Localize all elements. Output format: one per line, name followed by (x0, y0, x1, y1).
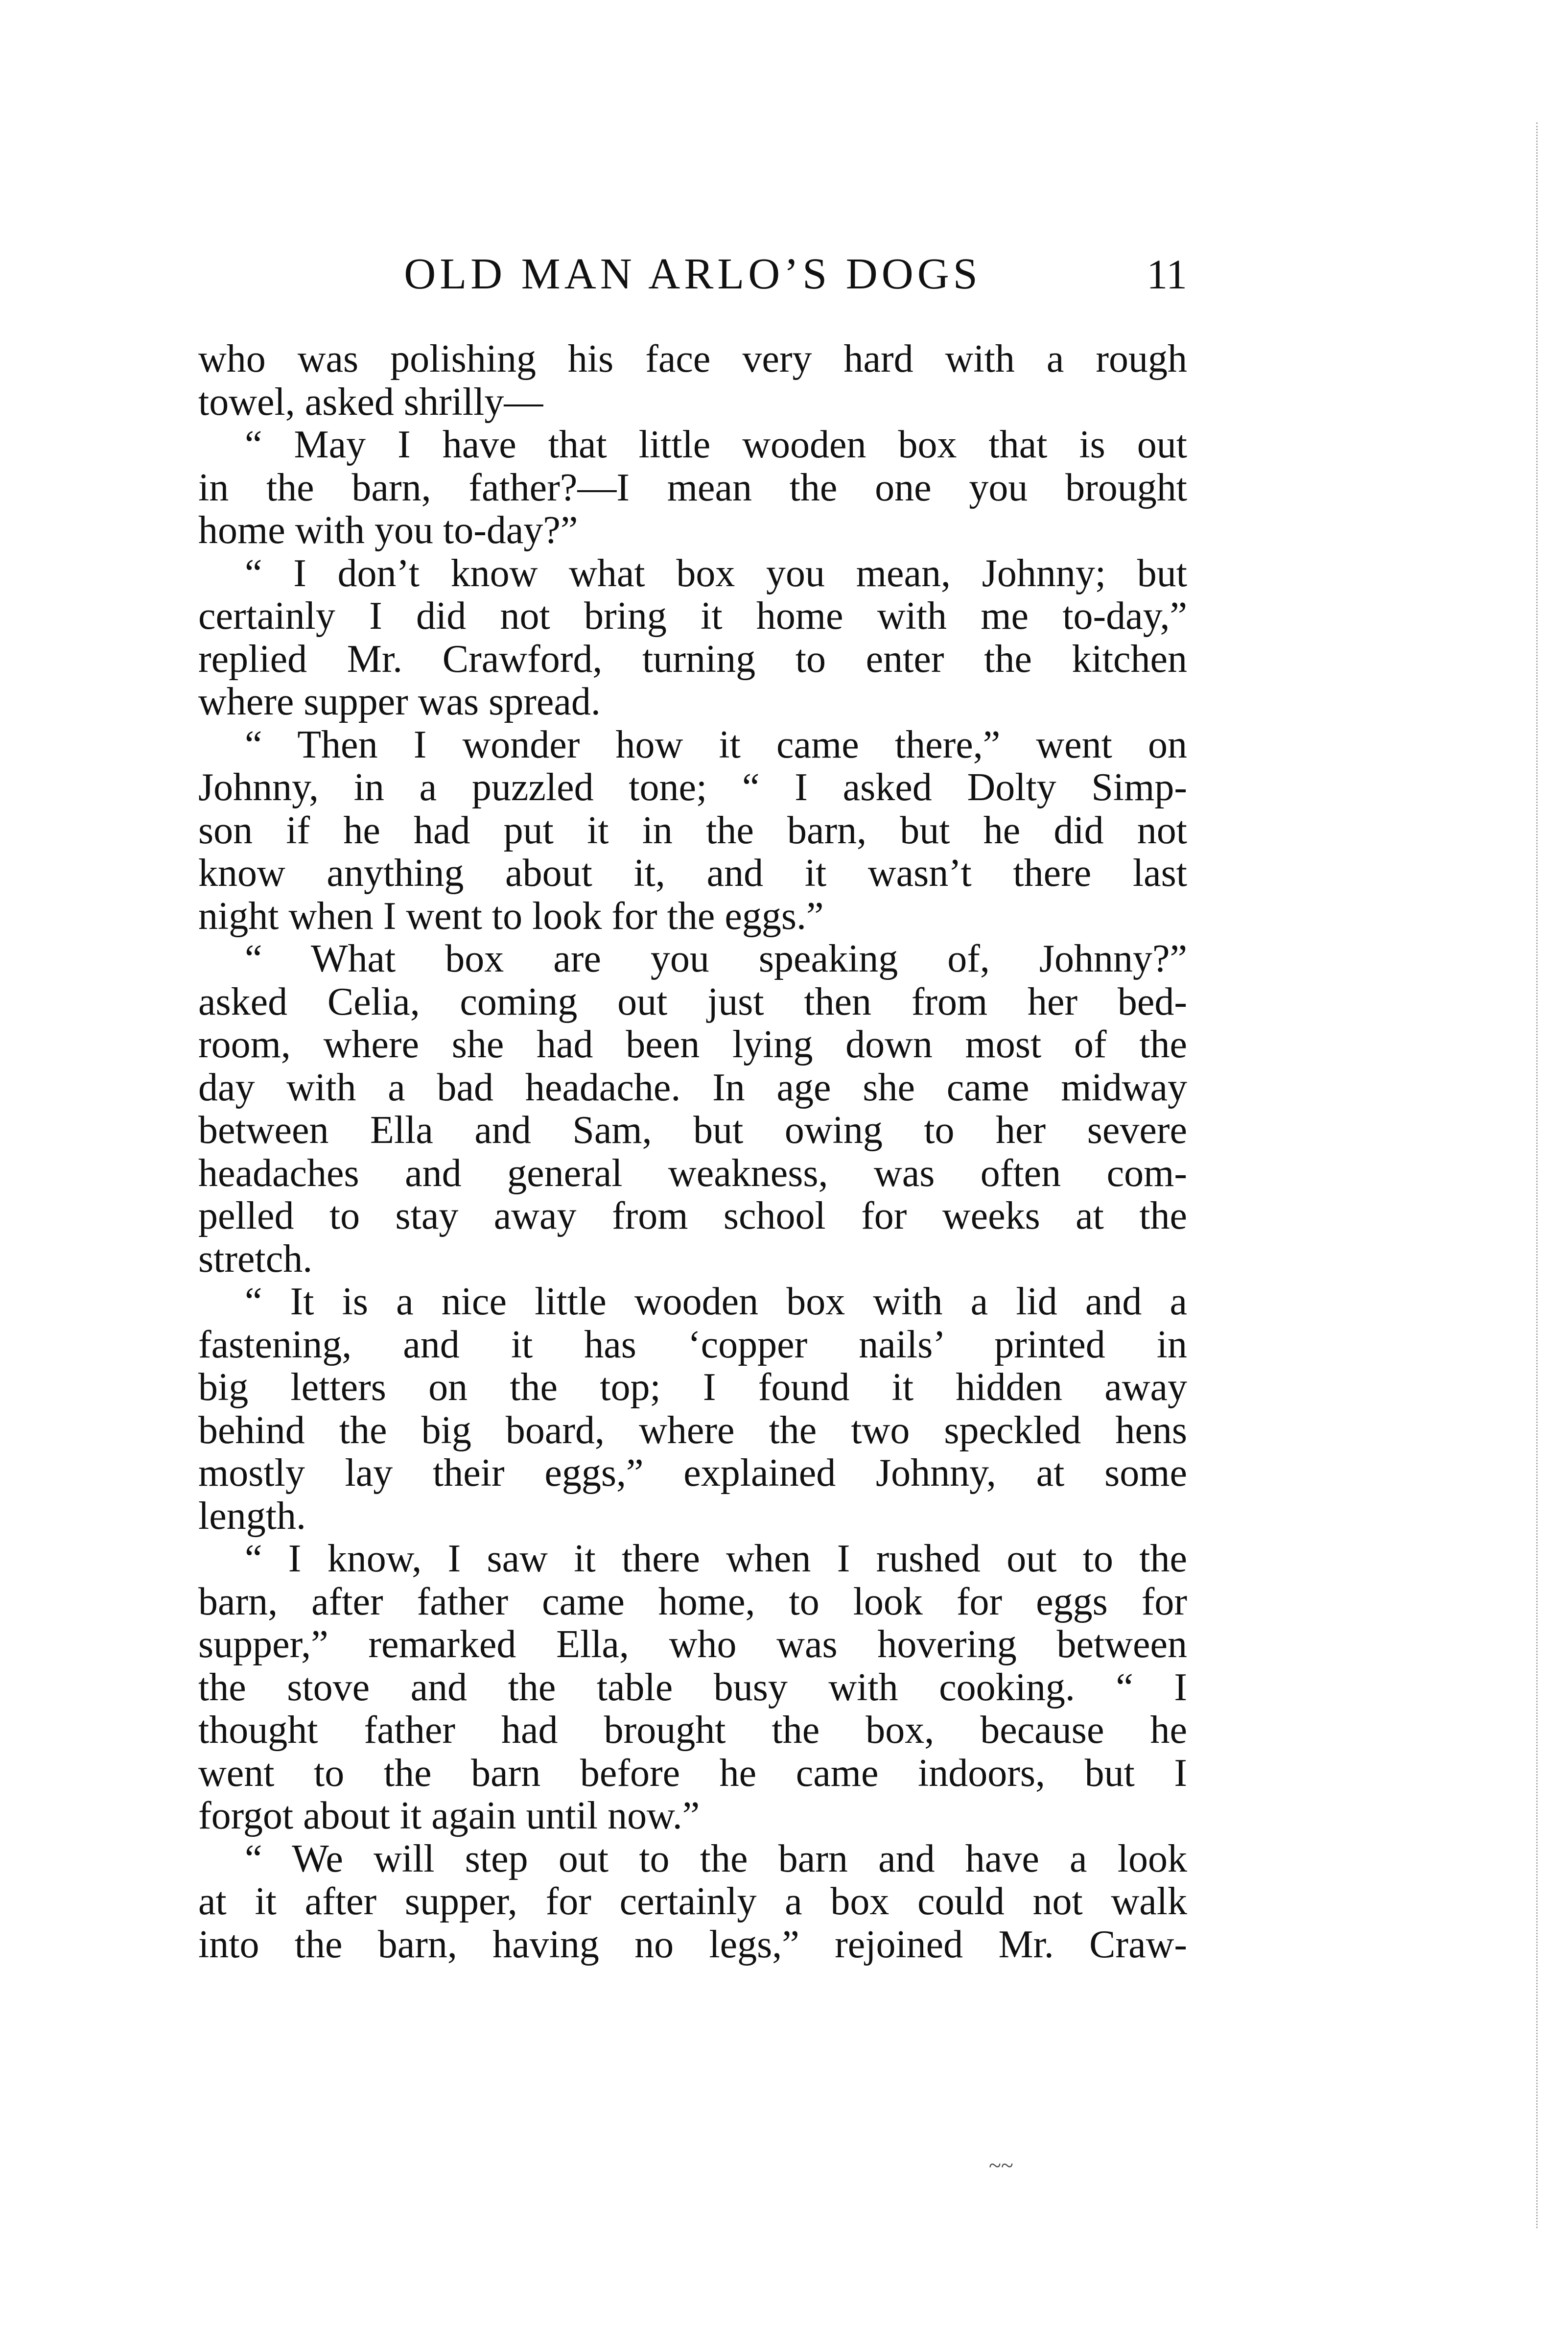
text-line: “ What box are you speaking of, Johnny?” (245, 938, 1187, 980)
text-line: supper,” remarked Ella, who was hovering between (198, 1623, 1187, 1666)
text-line: in the barn, father?—I mean the one you brought (198, 466, 1187, 509)
text-line: home with you to-day?” (198, 509, 578, 552)
text-line: “ I know, I saw it there when I rushed out to the (245, 1538, 1187, 1580)
text-line: between Ella and Sam, but owing to her severe (198, 1109, 1187, 1152)
text-line: barn, after father came home, to look for eggs for (198, 1580, 1187, 1623)
text-line: certainly I did not bring it home with me to-day,” (198, 595, 1187, 638)
text-line: “ We will step out to the barn and have a look (245, 1837, 1187, 1880)
text-line: asked Celia, coming out just then from her bed- (198, 980, 1187, 1023)
text-line: headaches and general weakness, was often com- (198, 1152, 1187, 1195)
text-line: “ It is a nice little wooden box with a lid and a (245, 1281, 1187, 1323)
text-line: into the barn, having no legs,” rejoined Mr. Craw- (198, 1923, 1187, 1966)
text-line: towel, asked shrilly— (198, 380, 543, 424)
text-line: big letters on the top; I found it hidden away (198, 1366, 1187, 1409)
text-line: stretch. (198, 1237, 313, 1281)
text-line: thought father had brought the box, because he (198, 1709, 1187, 1752)
text-line: forgot about it again until now.” (198, 1795, 700, 1837)
text-line: pelled to stay away from school for weeks at the (198, 1195, 1187, 1237)
text-line: went to the barn before he came indoors, but I (198, 1752, 1187, 1795)
text-line: “ Then I wonder how it came there,” went on (245, 723, 1187, 766)
text-line: night when I went to look for the eggs.” (198, 895, 824, 938)
body-text (198, 338, 1187, 1966)
text-line: the stove and the table busy with cooking. “ I (198, 1666, 1187, 1709)
text-line: “ I don’t know what box you mean, Johnny; but (245, 552, 1187, 595)
page-header (198, 247, 1187, 301)
text-line: “ May I have that little wooden box that is out (245, 424, 1187, 466)
footer-mark: ~~ (989, 2153, 1013, 2178)
text-line: who was polishing his face very hard with a rough (198, 338, 1187, 380)
text-line: replied Mr. Crawford, turning to enter the kitchen (198, 638, 1187, 681)
text-line: where supper was spread. (198, 681, 601, 723)
text-line: mostly lay their eggs,” explained Johnny, at some (198, 1452, 1187, 1495)
text-line: length. (198, 1495, 306, 1538)
text-line: son if he had put it in the barn, but he did not (198, 809, 1187, 852)
text-line: room, where she had been lying down most of the (198, 1023, 1187, 1066)
text-line: fastening, and it has ‘copper nails’ printed in (198, 1323, 1187, 1366)
text-line: know anything about it, and it wasn’t there last (198, 852, 1187, 895)
page-edge-shadow (1536, 122, 1548, 2228)
page-number: 11 (1147, 251, 1187, 298)
text-line: at it after supper, for certainly a box could not walk (198, 1880, 1187, 1923)
text-line: day with a bad headache. In age she came midway (198, 1066, 1187, 1109)
text-line: behind the big board, where the two speckled hens (198, 1409, 1187, 1452)
text-line: Johnny, in a puzzled tone; “ I asked Dolty Simp- (198, 766, 1187, 809)
running-title: OLD MAN ARLO’S DOGS (404, 250, 982, 298)
